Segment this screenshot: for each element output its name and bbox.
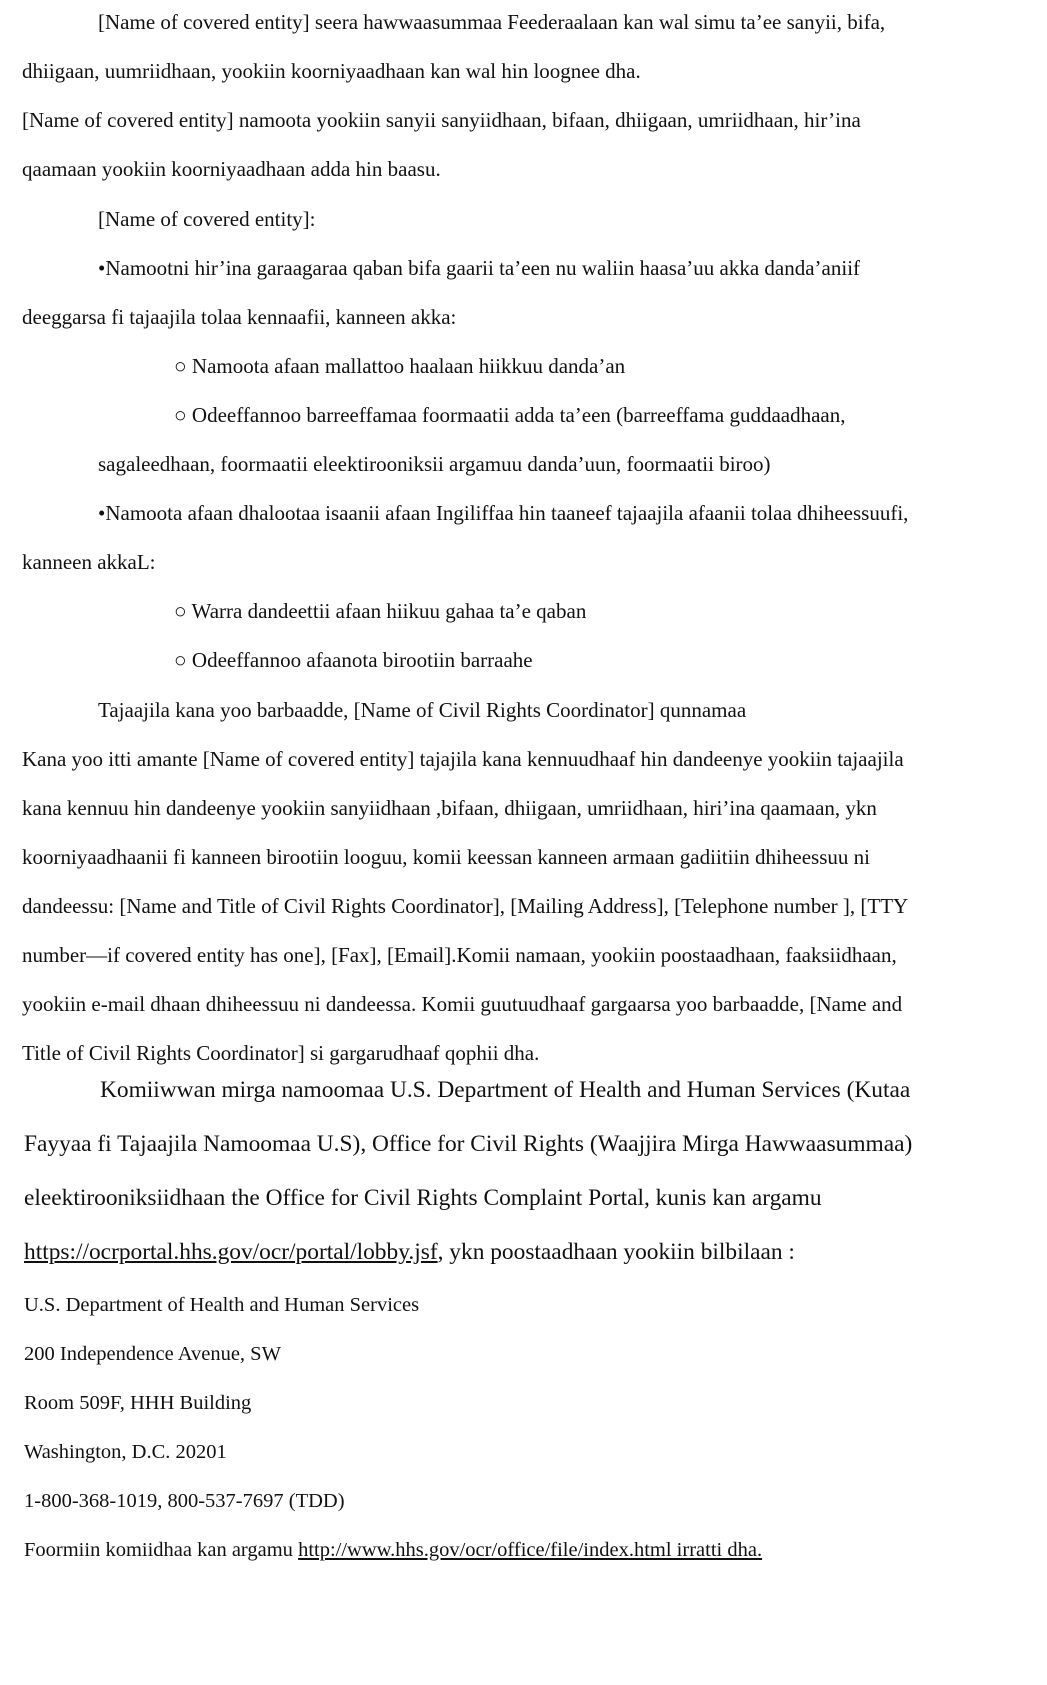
ocr-line-4 [24,1238,795,1266]
complaint-line-7: Title of Civil Rights Coordinator] si gargarudhaaf qophii dha. [22,1041,540,1065]
ocr-line-2: Fayyaa fi Tajaajila Namoomaa U.S), Office for Civil Rights (Waajjira Mirga Hawwaasummaa) [24,1131,913,1157]
bullet-2-line-1: •Namoota afaan dhalootaa isaanii afaan Ingiliffaa hin taaneef tajaajila afaanii tolaa dhiheessuufi, [98,501,909,525]
bullet-1-line-2: deeggarsa fi tajaajila tolaa kennaafii, kanneen akka: [22,305,457,329]
paragraph-2-line-2: qaamaan yookiin koorniyaadhaan adda hin baasu. [22,157,441,181]
address-line-2: 200 Independence Avenue, SW [24,1343,281,1365]
paragraph-1-line-1: [Name of covered entity] seera hawwaasummaa Feederaalaan kan wal simu ta’ee sanyii, bifa, [98,10,886,34]
complaint-line-5: number—if covered entity has one], [Fax], [Email].Komii namaan, yookiin poostaadhaan, faaksiidhaan, [22,943,897,967]
bullet-2-line-2: kanneen akkaL: [22,550,156,574]
ocr-line-4-rest: , ykn poostaadhaan yookiin bilbilaan : [437,1239,795,1265]
ocr-line-3: eleektirooniksiidhaan the Office for Civil Rights Complaint Portal, kunis kan argamu [24,1185,822,1211]
complaint-line-3: koorniyaadhaanii fi kanneen birootiin looguu, komii keessan kanneen armaan gadiitiin dhiheessuu ni [22,845,870,869]
sub-item-2b: ○ Odeeffannoo afaanota birootiin barraahe [174,648,533,672]
entity-heading: [Name of covered entity]: [98,207,316,231]
address-line-1: U.S. Department of Health and Human Services [24,1294,420,1316]
ocr-line-1: Komiiwwan mirga namoomaa U.S. Department of Health and Human Services (Kutaa [100,1077,911,1103]
address-line-4: Washington, D.C. 20201 [24,1441,227,1463]
sub-item-2a: ○ Warra dandeettii afaan hiikuu gahaa ta’e qaban [174,599,587,623]
bullet-1-line-1: •Namootni hir’ina garaagaraa qaban bifa gaarii ta’een nu waliin haasa’uu akka danda’aniif [98,256,861,280]
contact-line: Tajaajila kana yoo barbaadde, [Name of Civil Rights Coordinator] qunnamaa [98,698,747,722]
complaint-line-4: dandeessu: [Name and Title of Civil Rights Coordinator], [Mailing Address], [Telephone number ], [TTY [22,894,909,918]
forms-prefix: Foormiin komiidhaa kan argamu [24,1539,299,1561]
ocr-portal-link[interactable]: https://ocrportal.hhs.gov/ocr/portal/lobby.jsf [24,1239,438,1265]
paragraph-2-line-1: [Name of covered entity] namoota yookiin sanyii sanyiidhaan, bifaan, dhiigaan, umriidhaan, hir’ina [22,108,861,132]
paragraph-1-line-2: dhiigaan, uumriidhaan, yookiin koorniyaadhaan kan wal hin loognee dha. [22,59,641,83]
complaint-line-1: Kana yoo itti amante [Name of covered entity] tajajila kana kennuudhaaf hin dandeenye yookiin tajaajila [22,747,904,771]
sub-item-1b-line-1: ○ Odeeffannoo barreeffamaa foormaatii adda ta’een (barreeffama guddaadhaan, [174,403,846,427]
complaint-line-2: kana kennuu hin dandeenye yookiin sanyiidhaan ,bifaan, dhiigaan, umriidhaan, hiri’ina qaamaan, ykn [22,796,877,820]
sub-item-1a: ○ Namoota afaan mallattoo haalaan hiikkuu danda’an [174,354,626,378]
forms-line [24,1537,762,1563]
complaint-line-6: yookiin e-mail dhaan dhiheessuu ni dandeessa. Komii guutuudhaaf gargaarsa yoo barbaadde, [Name and [22,992,903,1016]
forms-link[interactable]: http://www.hhs.gov/ocr/office/file/index.html irratti dha. [298,1539,763,1561]
address-line-3: Room 509F, HHH Building [24,1392,252,1414]
address-line-5: 1-800-368-1019, 800-537-7697 (TDD) [24,1490,345,1512]
sub-item-1b-line-2: sagaleedhaan, foormaatii eleektirooniksii argamuu danda’uun, foormaatii biroo) [98,452,771,476]
